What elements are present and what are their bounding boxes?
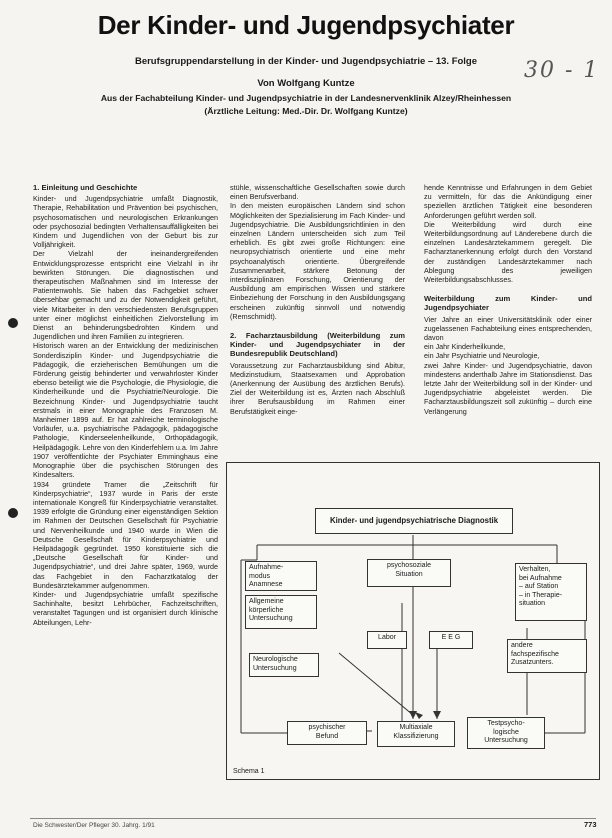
box-line: situation: [519, 600, 546, 607]
column-1: [33, 183, 218, 627]
box-line: fachspezifische: [511, 650, 559, 658]
box-multiaxiale-klassifizierung: [377, 721, 455, 747]
box-line: Zusatzunters.: [511, 659, 554, 666]
box-line: Allgemeine: [249, 598, 284, 605]
box-line: andere: [511, 642, 533, 649]
box-line: Untersuchung: [249, 615, 293, 622]
box-testpsychologische-untersuchung: [467, 717, 545, 749]
page-number: 773: [584, 820, 597, 829]
box-line: Untersuchung: [253, 664, 297, 672]
paragraph: Der Vielzahl der ineinandergreifenden Entwicklungsprozesse entspricht eine Vielzahl in ihr bewirkten Störungen. Die diagnostischen und therapeutischen Maßnahmen sind im Interesse der Patientenwohls. Sie haben das Fachgebiet schwer übersehbar gemacht und zu der Notwendigkeit geführt, viele Mitarbeiter in den verschiedensten Berufsgruppen unter einer möglichst einheitlichen Zielvorstellung im Dienst an behinderungsbedrohten Kindern und Jugendlichen und ihren Familien zu integrieren.: [33, 249, 218, 342]
box-line: Multiaxiale: [399, 724, 433, 731]
box-line: Untersuchung: [484, 737, 528, 744]
paragraph: Voraussetzung zur Facharztausbildung sind Abitur, Medizinstudium, Staatsexamen und Approbation (Anerkennung der Ausübung des ärztlichen Berufs). Ziel der Weiterbildung ist es, Ärzten nach Abschluß ihrer Berufsausbildung im Rahmen einer Berufstätigkeit einge-: [230, 360, 405, 416]
box-line: Neurologische: [253, 656, 298, 663]
handwritten-note: 30 - 1: [524, 58, 600, 83]
box-line: Verhalten,: [519, 566, 551, 573]
list-item: ein Jahr Psychiatrie und Neurologie,: [424, 351, 540, 361]
section-heading-3: Weiterbildung zum Kinder- und Jugendpsychiater: [424, 294, 592, 313]
box-line: Anamnese: [249, 581, 283, 588]
section-heading-1: 1. Einleitung und Geschichte: [33, 183, 138, 192]
paragraph: 1934 gründete Tramer die „Zeitschrift für Kinderpsychiatrie“, 1937 wurde in Paris der erste internationale Kongreß für Kinderpsychiatrie veranstaltet. 1939 erfolgte die Gründung einer eigenständigen Sektion im Rahmen der Deutschen Gesellschaft für Psychiatrie und Nervenheilkunde und 1940 wurde in Wien die Deutsche Gesellschaft für Kinderpsychiatrie und Heilpädagogik gegründet. 1950 konstituierte sich die „Deutsche Gesellschaft für Kinder- und Jugendpsychiatrie“, und drei Jahre später, 1969, wurde das Fachgebiet in den Facharztkatalog der Bundesärztekammer aufgenommen.: [33, 479, 218, 590]
paragraph: Die Weiterbildung wird durch eine Weiterbildungsordnung auf Länderebene durch die einzelnen Landesärztekammern geregelt. Die Facharztanerkennung erfolgt durch den Vorstand der zuständigen Landesärztekammer nach Ablegung des jeweiligen Weiterbildungsabschlusses.: [424, 219, 592, 285]
punch-hole: [8, 318, 18, 328]
page-subtitle: Berufsgruppendarstellung in der Kinder- und Jugendpsychiatrie – 13. Folge: [134, 56, 478, 67]
box-andere-zusatzuntersuchungen: [507, 639, 587, 673]
punch-hole: [8, 508, 18, 518]
diagnostic-schema: [226, 462, 600, 780]
column-2: [230, 183, 405, 416]
box-line: Situation: [395, 570, 423, 578]
box-line: Testpsycho-: [487, 720, 525, 727]
box-line: – in Therapie-: [519, 591, 563, 599]
column-3: [424, 183, 592, 416]
paragraph: Vier Jahre an einer Universitätsklinik oder einer zugelassenen Fachabteilung eines entsprechenden, davon: [424, 314, 592, 343]
paragraph: hende Kenntnisse und Erfahrungen in dem Gebiet zu vermitteln, für das die Ankündigung einer speziellen ärztlichen Tätigkeit eine besonderen Anforderungen geführt werden soll.: [424, 183, 592, 220]
paragraph: stühle, wissenschaftliche Gesellschaften sowie durch einen Berufsverband.: [230, 183, 405, 202]
box-allgemeine-untersuchung: [245, 595, 317, 629]
schema-caption: Schema 1: [233, 768, 265, 775]
affiliation: [0, 92, 612, 118]
affiliation-line-2: (Ärztliche Leitung: Med.-Dir. Dr. Wolfgang Kuntze): [204, 106, 408, 116]
box-line: psychosoziale: [387, 562, 431, 569]
box-line: logische: [493, 728, 519, 736]
list-item: ein Jahr Kinderheilkunde,: [424, 342, 506, 352]
paragraph: In den meisten europäischen Ländern sind schon Möglichkeiten der Spezialisierung im Fach Kinder- und Jugendpsychiatrie. Die Ausbildungsrichtlinien in den einzelnen Ländern unterscheiden sich zum Teil erheblich. Es gibt zwei große Richtungen: eine neuropsychiatrisch orientierte und eine mehr psychoanalytisch orientierte. Übergreifende Zusammenarbeit, stärkere Betonung der interdisziplinären Forschung, Orientierung der Ausbildung am empirischen Wissen und stärkere Einbeziehung der Forschung in den Ausbildungsgang erscheinen zukünftig sinnvoll und notwendig (Remschmidt).: [230, 201, 405, 321]
box-labor: Labor: [367, 631, 407, 649]
box-line: modus: [249, 572, 271, 580]
author-line: Von Wolfgang Kuntze: [257, 78, 355, 89]
paragraph: Kinder- und Jugendpsychiatrie umfaßt Diagnostik, Therapie, Rehabilitation und Prävention bei psychischen, psychosomatischen und neurologischen Erkrankungen oder psychosozial bedingten Verhaltensauffälligkeiten bei Kindern und Jugendlichen von der Geburt bis zur Volljährigkeit.: [33, 194, 218, 250]
box-line: Aufnahme-: [249, 564, 284, 571]
box-line: psychischer: [308, 724, 346, 731]
box-aufnahme-anamnese: [245, 561, 317, 591]
paragraph: Kinder- und Jugendpsychiatrie umfaßt spezifische Sachinhalte, besitzt Lehrbücher, Fachzeitschriften, veranstaltet Tagungen und ist organisiert durch klinische Abteilungen, Lehr-: [33, 589, 218, 627]
box-line: körperliche: [249, 606, 284, 614]
box-verhalten: [515, 563, 587, 621]
list-item: zwei Jahre Kinder- und Jugendpsychiatrie, davon mindestens anderthalb Jahre im Stationsdienst. Das letzte Jahr der Weiterbildung soll in der Kinder- und Jugendpsychiatrie abgeleistet werden. Die Facharztausbildungszeit soll zukünftig – durch eine Verlängerung: [424, 360, 592, 416]
box-neurologische-untersuchung: [249, 653, 319, 677]
footer-rule: [30, 818, 596, 819]
box-line: Befund: [315, 732, 339, 740]
affiliation-line-1: Aus der Fachabteilung Kinder- und Jugendpsychiatrie in der Landesnervenklinik Alzey/Rheinhessen: [100, 93, 512, 103]
page-title: Der Kinder- und Jugendpsychiater: [97, 10, 515, 40]
box-psychischer-befund: [287, 721, 367, 745]
diagram-title: Kinder- und jugendpsychiatrische Diagnostik: [315, 508, 513, 534]
section-heading-2: 2. Facharztausbildung (Weiterbildung zum Kinder- und Jugendpsychiater in der Bundesrepublik Deutschland): [230, 331, 405, 359]
box-line: bei Aufnahme: [519, 574, 562, 582]
box-line: – auf Station: [519, 583, 559, 590]
paragraph: Historisch waren an der Entwicklung der medizinischen Sonderdisziplin Kinder- und Jugendpsychiatrie die Pädagogik, die erzieherischen Bemühungen um die Förderung geistig behinderter und verwahrloster Kinder ebenso beteiligt wie die Psychologie, die Physiologie, die Kinderheilkunde und die Psychiatrie/Neurologie. Die Bezeichnung Kinder- und Jugendpsychiatrie taucht erstmals in einer Monographie des Franzosen M. Manheimer 1899 auf. Er hat zahlreiche terminologische Vorläufer, u.a. psychiatrische Pädagogik, pädagogische Pathologie, Kinderseelenheilkunde, Orthopädagogik, Heilpädagogik. Lehre von den Kinderfehlern u.a. Im Jahre 1907 veröffentlichte der Psychiater Emminghaus eine Monographie über die psychischen Störungen des Kindesalters.: [33, 341, 218, 480]
footer-journal: Die Schwester/Der Pfleger 30. Jahrg. 1/91: [33, 822, 155, 829]
box-eeg: E E G: [429, 631, 473, 649]
box-psychosoziale-situation: [367, 559, 451, 587]
box-line: Klassifizierung: [393, 732, 439, 740]
